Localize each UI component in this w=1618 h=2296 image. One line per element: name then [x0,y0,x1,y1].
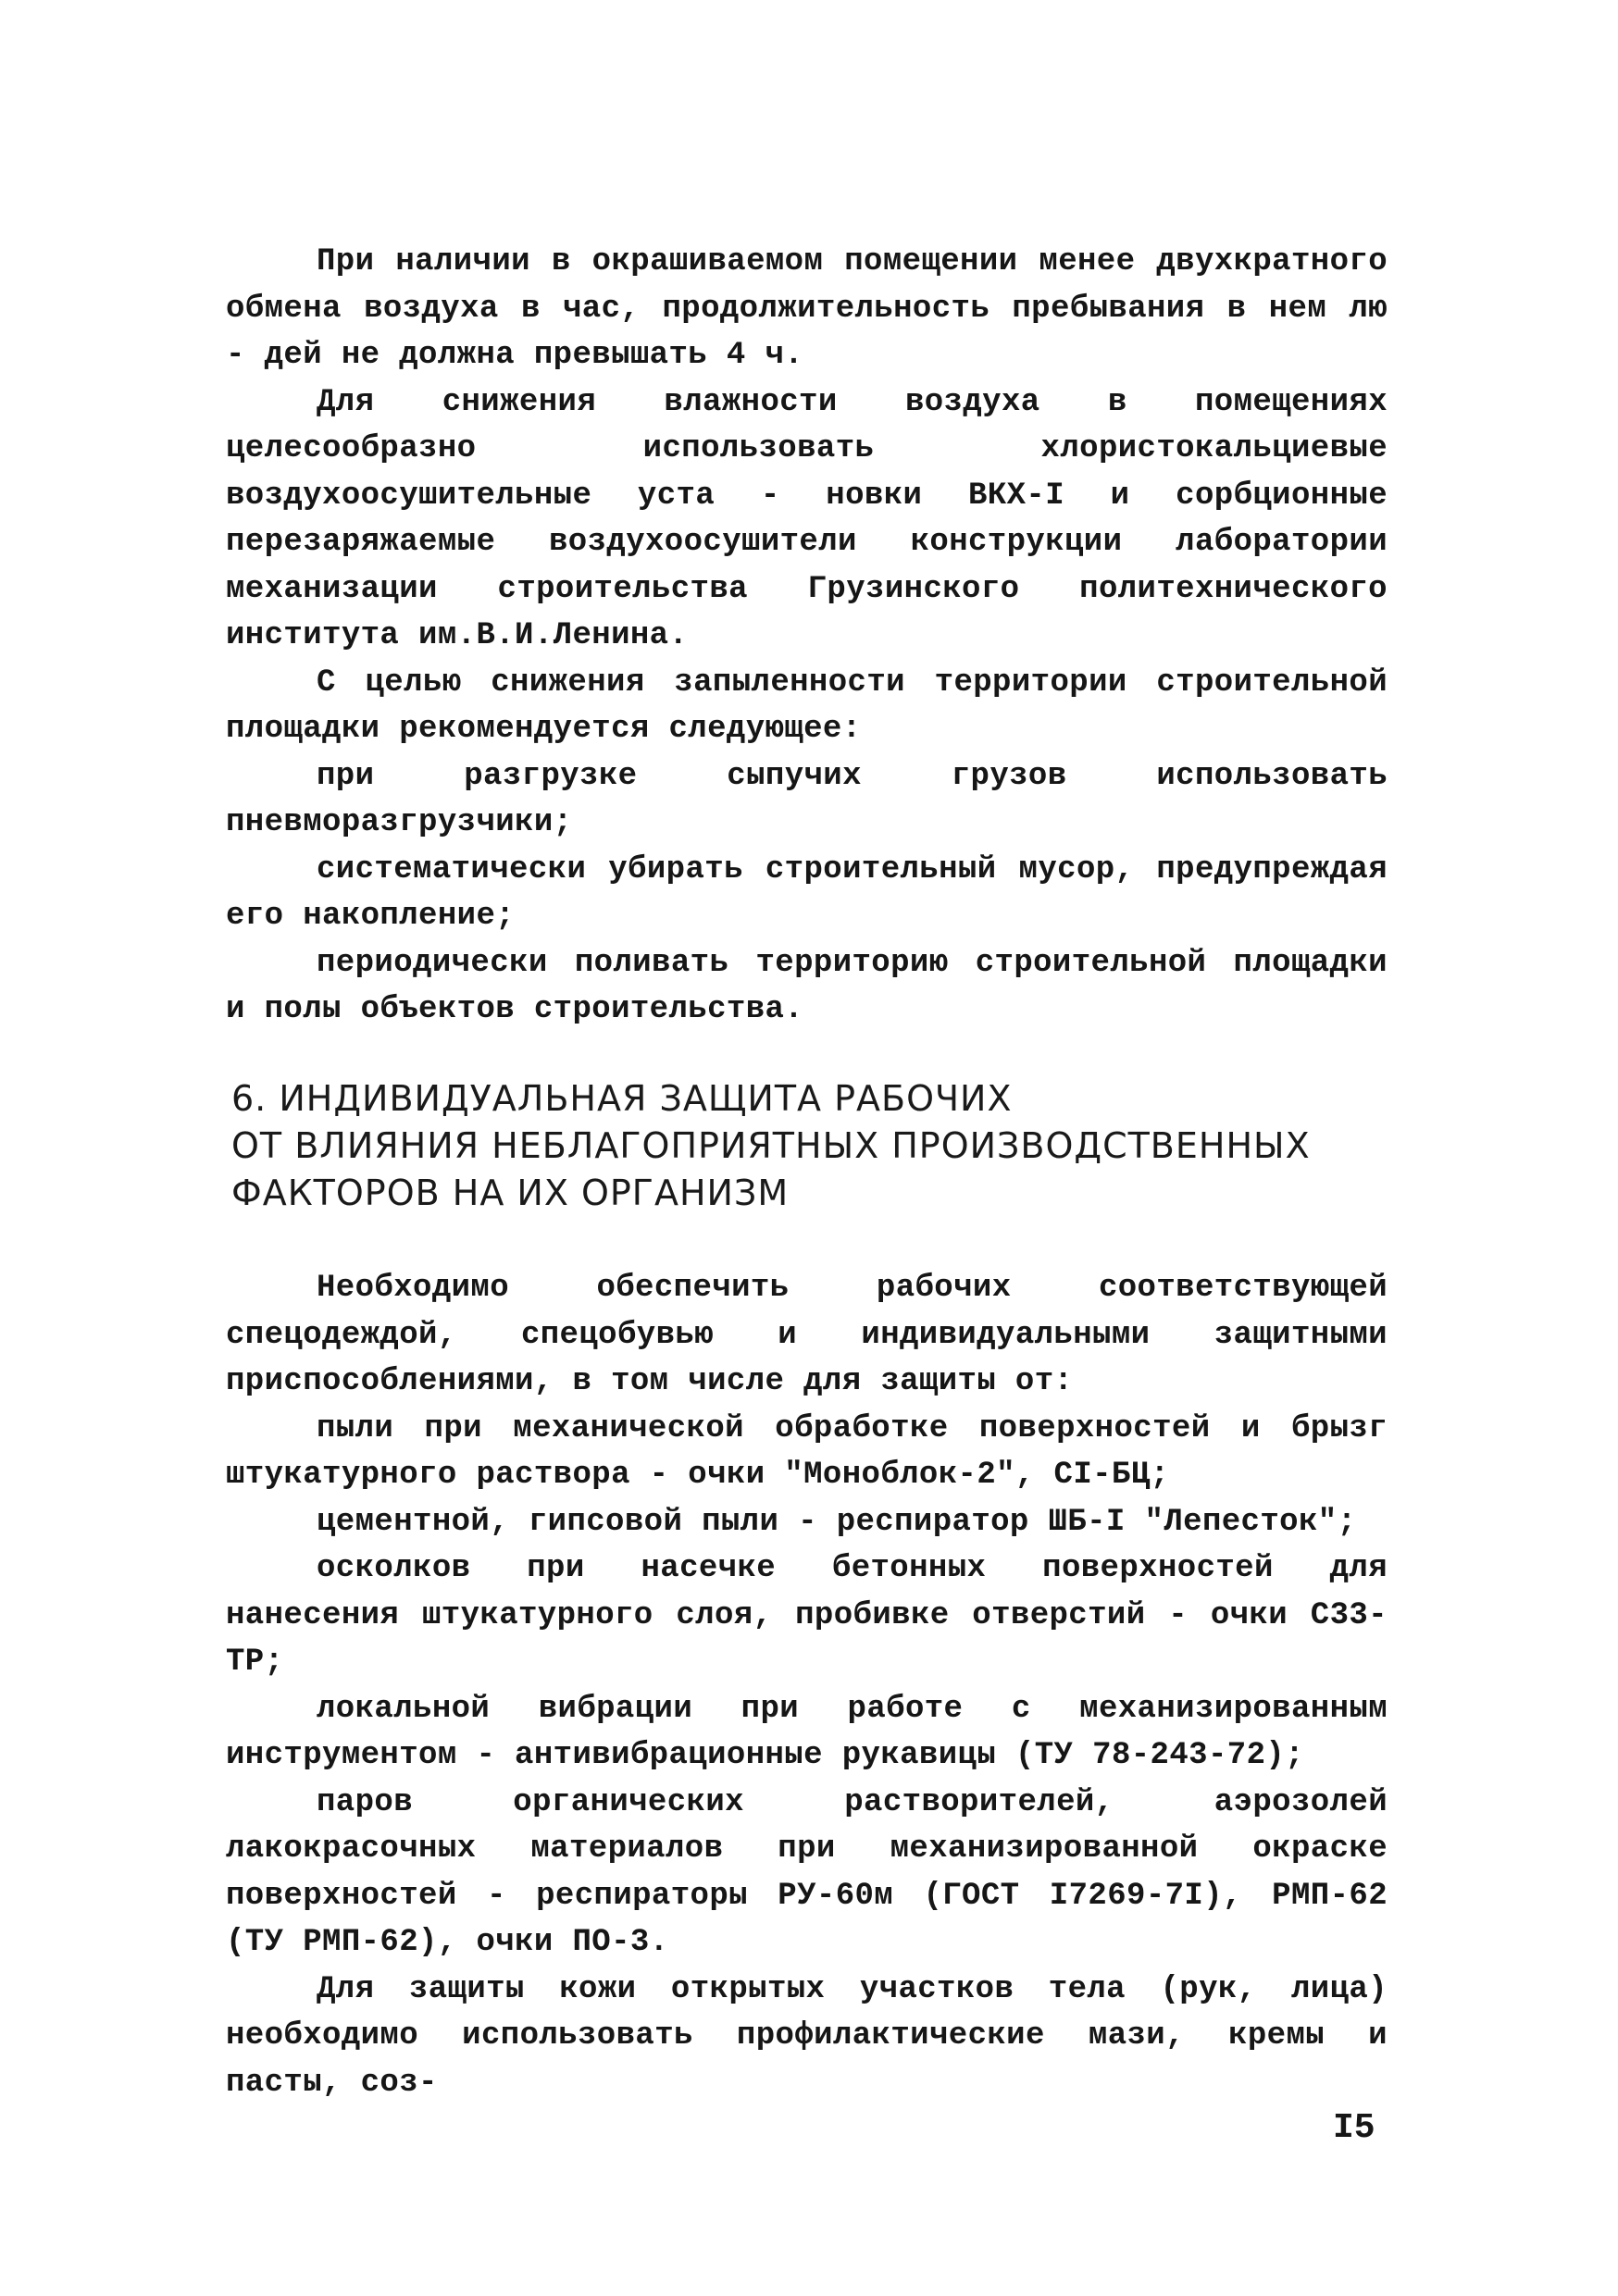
paragraph-watering: периодически поливать территорию строительной площадки и полы объектов строительства. [226,945,1388,1027]
paragraph-ventilation: При наличии в окрашиваемом помещении менее двухкратного обмена воздуха в час, продолжительность пребывания в нем лю - дей не должна превышать 4 ч. [226,244,1388,373]
top-text-section [226,239,1388,1034]
paragraph-dust-goggles: пыли при механической обработке поверхностей и брызг штукатурного раствора - очки "Моноблок-2", СI-БЦ; [226,1410,1388,1493]
paragraph-humidity: Для снижения влажности воздуха в помещениях целесообразно использовать хлористокальциевые воздухоосушительные уста - новки ВКХ-I и сорбционные перезаряжаемые воздухоосушители конструкции лаборатории механизации строительства Грузинского политехнического института им.В.И.Ленина. [226,384,1388,653]
paragraph-fragments: осколков при насечке бетонных поверхностей для нанесения штукатурного слоя, пробивке отверстий - очки С33-ТР; [226,1551,1388,1680]
paragraph-debris: систематически убирать строительный мусор, предупреждая его накопление; [226,851,1388,934]
paragraph-solvents: паров органических растворителей, аэрозолей лакокрасочных материалов при механизированной окраске поверхностей - респираторы РУ-60м (ГОСТ I7269-7I), РМП-62 (ТУ РМП-62), очки ПО-3. [226,1784,1388,1960]
paragraph-unloading: при разгрузке сыпучих грузов использовать пневморазгрузчики; [226,758,1388,840]
paragraph-vibration: локальной вибрации при работе с механизированным инструментом - антивибрационные рукавицы (ТУ 78-243-72); [226,1691,1388,1773]
paragraph-skin-protection: Для защиты кожи открытых участков тела (рук, лица) необходимо использовать профилактические мази, кремы и пасты, соз- [226,1971,1388,2101]
bottom-text-section [226,1265,1388,2106]
section-heading-line-3: ФАКТОРОВ НА ИХ ОРГАНИЗМ [231,1173,790,1213]
section-heading-line-1: 6. ИНДИВИДУАЛЬНАЯ ЗАЩИТА РАБОЧИХ [231,1078,1013,1119]
section-heading-line-2: ОТ ВЛИЯНИЯ НЕБЛАГОПРИЯТНЫХ ПРОИЗВОДСТВЕННЫХ [231,1125,1311,1166]
paragraph-respirator: цементной, гипсовой пыли - респиратор ШБ-I "Лепесток"; [317,1504,1357,1540]
section-heading [231,1075,1435,1217]
paragraph-protective-gear: Необходимо обеспечить рабочих соответствующей спецодеждой, спецобувью и индивидуальными защитными приспособлениями, в том числе для защиты от: [226,1271,1388,1399]
paragraph-dust-intro: С целью снижения запыленности территории строительной площадки рекомендуется следующее: [226,664,1388,747]
page-number: I5 [1333,2108,1375,2148]
